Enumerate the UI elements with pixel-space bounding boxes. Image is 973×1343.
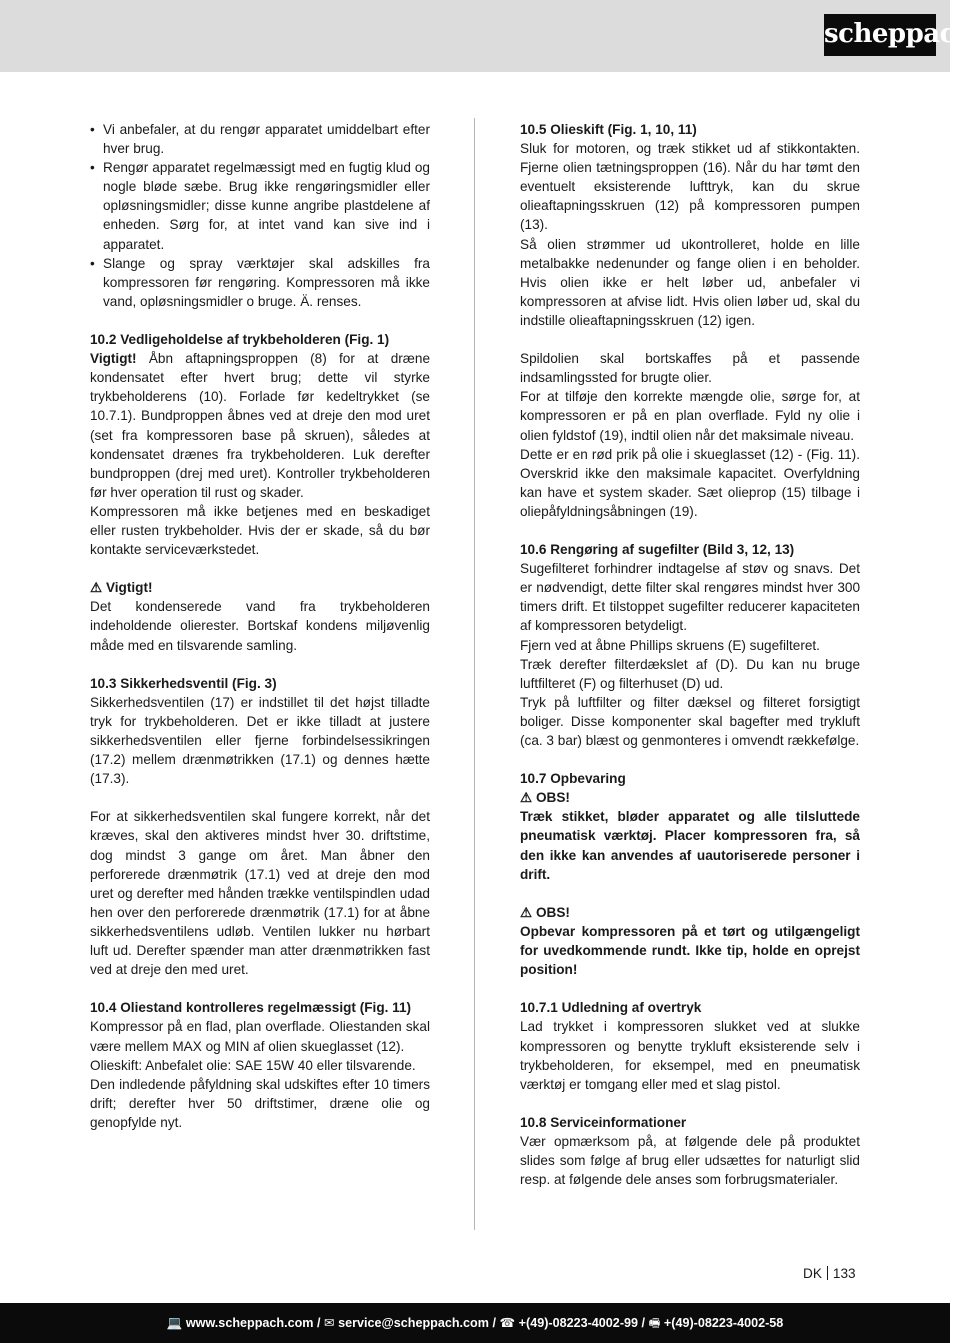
left-column xyxy=(90,120,430,1132)
paragraph: Dette er en rød prik på olie i skueglasset (12) - (Fig. 11). Overskrid ikke den maksimale kapacitet. Overfyldning kan have et system skader. Sæt olieprop (15) tilbage i oliepåfyldningsåbningen (19). xyxy=(520,446,860,519)
section-heading-10-7: 10.7 Opbevaring xyxy=(520,771,626,787)
section-heading-10-7-1: 10.7.1 Udledning af overtryk xyxy=(520,1000,702,1016)
paragraph-text: Åbn aftapningsproppen (8) for at dræne kondensatet efter hvert brug; dette vil styrke trykbeholderens (10). Forlade før kedeltrykket (se 10.7.1). Bundproppen åbnes ved at dreje den mod uret (set fra kompressoren base på skruen), således at kondensatet drænes fra trykbeholderen. Luk derefter bundproppen (drej med uret). Kontroller trykbeholderen før hver operation til rust og skader. xyxy=(90,351,430,500)
header-bar xyxy=(0,0,973,72)
section-heading-10-5: 10.5 Olieskift (Fig. 1, 10, 11) xyxy=(520,122,697,137)
scheppach-logo: scheppach xyxy=(824,14,936,56)
obs-text: Opbevar kompressoren på et tørt og utilgængeligt for uvedkommende rundt. Ikke tip, holde en oprejst position! xyxy=(520,923,860,978)
page-number-value: 133 xyxy=(832,1266,856,1281)
paragraph: For at sikkerhedsventilen skal fungere korrekt, når det kræves, skal den aktiveres mindst hver 30. driftstime, dog mindst 3 gange om året. Man åbner den perforerede drænmøtrik (17.1) ved at dreje den mod uret og derefter med hånden trække ventilspindlen udad hen over den perforerede drænmøtrik (17.1) for at åbne sikkerhedsventilens udløb. Ventilen lukker nu hørbart luft ud. Derefter spænder man atter drænmøtrikken fast ved at dreje den med uret. xyxy=(90,809,430,978)
phone-icon: ☎ xyxy=(499,1316,516,1330)
paragraph: Kompressor på en flad, plan overflade. Oliestanden skal være mellem MAX og MIN af olien skueglasset (12). xyxy=(90,1019,430,1054)
section-heading-10-2: 10.2 Vedligeholdelse af trykbeholderen (Fig. 1) xyxy=(90,332,390,348)
paragraph: Kompressoren må ikke betjenes med en beskadiget eller rusten trykbeholder. Hvis der er skade, så du bør kontakte serviceværkstedet. xyxy=(90,503,430,558)
paragraph: Så olien strømmer ud ukontrolleret, holde en lille metalbakke nedenunder og fange olien i en beholder. Hvis olien ikke er helt løber ud, anbefaler vi kompressoren at afvise lidt. Hvis olien løber ud, skal du indstille olieaftapningsskruen (12) igen. xyxy=(520,236,860,328)
paragraph: Vær opmærksom på, at følgende dele på produktet slides som følge af brug eller udsættes for naturligt slid resp. at følgende dele anses som forbrugsmaterialer. xyxy=(520,1133,860,1188)
phone-number: +(49)-08223-4002-99 / xyxy=(518,1316,646,1330)
paragraph: Sikkerhedsventilen (17) er indstillet til det højst tilladte tryk for trykbeholderen. Det er ikke tilladt at justere sikkerhedsventilen eller fjerne forbindelsessikringen (17.2) mellem drænmøtrikken (17.1) og dennes hætte (17.3). xyxy=(90,694,430,787)
section-heading-10-3: 10.3 Sikkerhedsventil (Fig. 3) xyxy=(90,675,277,691)
warning-heading: ⚠ Vigtigt! xyxy=(90,580,153,596)
paragraph xyxy=(90,349,430,502)
paragraph: Lad trykket i kompressoren slukket ved at slukke kompressoren og benytte trykluft eksisterende selv i trykbeholderen, for eksempel, med en pneumatisk værktøj er tomgang eller med et slag pistol. xyxy=(520,1019,860,1092)
right-column xyxy=(520,120,860,1189)
email-link[interactable]: service@scheppach.com / xyxy=(338,1316,496,1330)
obs-heading: ⚠ OBS! xyxy=(520,904,570,920)
obs-heading: ⚠ OBS! xyxy=(520,790,570,806)
page-number xyxy=(803,1264,856,1283)
section-heading-10-6: 10.6 Rengøring af sugefilter (Bild 3, 12, 13) xyxy=(520,542,795,558)
footer-bar xyxy=(0,1303,950,1343)
paragraph: Den indledende påfyldning skal udskiftes efter 10 timers drift; derefter hver 50 driftstimer, dræne olie og genopfylde nyt. xyxy=(90,1076,430,1130)
list-item: • Vi anbefaler, at du rengør apparatet umiddelbart efter hver brug. xyxy=(90,120,430,158)
cleaning-bullet-list xyxy=(90,120,430,311)
column-divider xyxy=(474,118,475,1230)
important-label: Vigtigt! xyxy=(90,351,137,367)
obs-text: Træk stikket, bløder apparatet og alle tilsluttede pneumatisk værktøj. Placer kompressoren fra, så den ikke kan anvendes af uautoriserede personer i drift. xyxy=(520,809,860,882)
paragraph: Olieskift: Anbefalet olie: SAE 15W 40 eller tilsvarende. xyxy=(90,1057,416,1073)
warning-text: Det kondenserede vand fra trykbeholderen indeholdende olierester. Bortskaf kondens miljøvenlig måde med en tilsvarende samling. xyxy=(90,599,430,653)
paragraph: For at tilføje den korrekte mængde olie, sørge for, at kompressoren er på en plan overflade. Fyld ny olie i olien fyldstof (19), indtil olien når det maksimale niveau. xyxy=(520,389,860,443)
list-item: • Rengør apparatet regelmæssigt med en fugtig klud og nogle bløde sæbe. Brug ikke rengøringsmidler eller opløsningsmidler; disse kunne angribe plastdelene af enheden. Sørg for, at intet vand kan sive ind i apparatet. xyxy=(90,158,430,253)
paragraph: Tryk på luftfilter og filter dæksel og filteret forsigtigt boliger. Disse komponenter skal bagefter med trykluft (ca. 3 bar) blæst og genmonteres i omvendt rækkefølge. xyxy=(520,694,860,748)
paragraph: Træk derefter filterdækslet af (D). Du kan nu bruge luftfilteret (F) og filterhuset (D) ud. xyxy=(520,656,860,691)
section-heading-10-8: 10.8 Serviceinformationer xyxy=(520,1114,687,1130)
paragraph: Sluk for motoren, og træk stikket ud af stikkontakten. Fjerne olien tætningsproppen (16). Når du har tømt den eventuelt eksisterende lufttryk, kan du skrue olieaftapningsskruen (12) på kompressoren pumpen (13). xyxy=(520,141,860,233)
paragraph: Fjern ved at åbne Phillips skruens (E) sugefilteret. xyxy=(520,637,820,653)
fax-number: +(49)-08223-4002-58 xyxy=(663,1316,784,1330)
mail-icon: ✉ xyxy=(324,1316,335,1330)
page-number-separator xyxy=(827,1266,828,1280)
paragraph: Spildolien skal bortskaffes på et passende indsamlingssted for brugte olier. xyxy=(520,351,860,386)
section-heading-10-4: 10.4 Oliestand kontrolleres regelmæssigt (Fig. 11) xyxy=(90,1000,412,1016)
language-code: DK xyxy=(803,1266,822,1281)
paragraph: Sugefilteret forhindrer indtagelse af støv og snavs. Det er nødvendigt, dette filter skal rengøres mindst hver 300 timers drift. Et tilstoppet sugefilter reducerer kapaciteten af kompressoren betydeligt. xyxy=(520,561,860,634)
list-item: • Slange og spray værktøjer skal adskilles fra kompressoren før rengøring. Kompressoren må ikke vand, opløsningsmidler o bruge. Ä. renses. xyxy=(90,254,430,311)
computer-icon: 💻 xyxy=(166,1316,183,1330)
fax-icon: 🖷 xyxy=(648,1316,661,1330)
website-link[interactable]: www.scheppach.com / xyxy=(185,1316,321,1330)
